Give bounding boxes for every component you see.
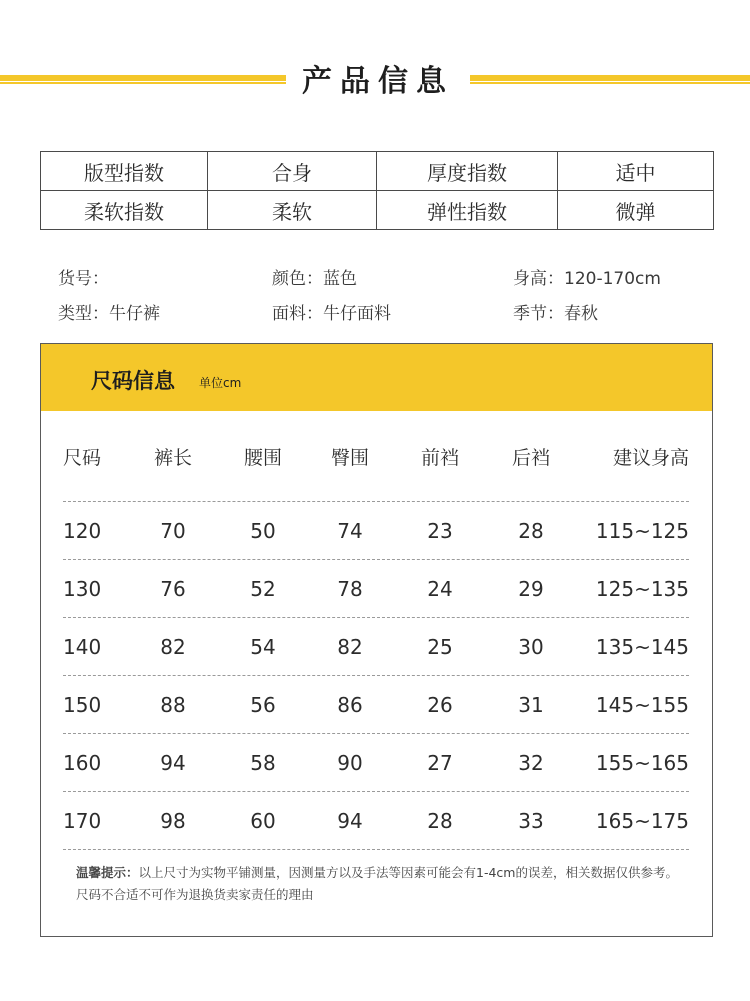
table-cell: 115~125 [595, 519, 689, 543]
table-cell: 74 [337, 519, 363, 543]
table-cell: 31 [518, 693, 544, 717]
attribute-label: 厚度指数 [377, 152, 558, 191]
info-fabric: 面料：牛仔面料 [272, 304, 391, 324]
table-cell: 130 [63, 577, 102, 601]
table-row [63, 617, 689, 675]
column-header: 前裆 [420, 447, 459, 469]
table-cell: 28 [518, 519, 544, 543]
table-cell: 23 [427, 519, 453, 543]
info-season: 季节：春秋 [513, 304, 598, 324]
size-table [63, 434, 689, 850]
table-cell: 25 [427, 635, 453, 659]
table-cell: 125~135 [595, 577, 689, 601]
size-panel-header [41, 344, 712, 411]
table-cell: 94 [160, 751, 186, 775]
size-table-header [63, 434, 689, 501]
table-cell: 76 [160, 577, 186, 601]
attribute-row [41, 191, 714, 230]
info-height: 身高：120-170cm [513, 269, 661, 289]
table-cell: 170 [63, 809, 102, 833]
table-cell: 135~145 [595, 635, 689, 659]
table-cell: 82 [337, 635, 363, 659]
table-row [63, 791, 689, 849]
column-header: 臀围 [330, 447, 369, 469]
table-row [63, 733, 689, 791]
note-label: 温馨提示： [76, 865, 139, 880]
table-cell: 150 [63, 693, 102, 717]
table-cell: 56 [250, 693, 276, 717]
table-cell: 32 [518, 751, 544, 775]
table-cell: 140 [63, 635, 102, 659]
table-cell: 60 [250, 809, 276, 833]
table-cell: 165~175 [595, 809, 689, 833]
table-cell: 88 [160, 693, 186, 717]
table-cell: 33 [518, 809, 544, 833]
column-header: 腰围 [243, 447, 282, 469]
attribute-value: 微弹 [558, 191, 714, 230]
column-header: 尺码 [63, 447, 102, 469]
table-cell: 27 [427, 751, 453, 775]
table-cell: 155~165 [595, 751, 689, 775]
attribute-value: 柔软 [208, 191, 377, 230]
attribute-table [40, 151, 714, 230]
table-cell: 70 [160, 519, 186, 543]
size-note [76, 862, 688, 906]
table-cell: 50 [250, 519, 276, 543]
table-cell: 52 [250, 577, 276, 601]
column-header: 裤长 [153, 447, 192, 469]
table-cell: 58 [250, 751, 276, 775]
table-cell: 26 [427, 693, 453, 717]
table-cell: 145~155 [595, 693, 689, 717]
table-row [63, 559, 689, 617]
table-cell: 29 [518, 577, 544, 601]
info-color: 颜色：蓝色 [272, 269, 357, 289]
attribute-label: 版型指数 [41, 152, 208, 191]
table-cell: 82 [160, 635, 186, 659]
attribute-value: 适中 [558, 152, 714, 191]
table-cell: 24 [427, 577, 453, 601]
attribute-value: 合身 [208, 152, 377, 191]
column-header: 后裆 [511, 447, 550, 469]
table-cell: 54 [250, 635, 276, 659]
note-text: 以上尺寸为实物平铺测量，因测量方以及手法等因素可能会有1-4cm的误差，相关数据仅供参考。尺码不合适不可作为退换货卖家责任的理由 [76, 865, 678, 902]
info-item-no: 货号： [58, 269, 109, 289]
column-header: 建议身高 [612, 447, 689, 469]
title-decor-line-right [470, 75, 750, 81]
table-row [63, 501, 689, 559]
table-cell: 94 [337, 809, 363, 833]
title-decor-line-left [0, 75, 286, 81]
info-type: 类型：牛仔裤 [58, 304, 160, 324]
table-cell: 28 [427, 809, 453, 833]
size-section-title: 尺码信息 [91, 369, 175, 393]
title-row [0, 50, 750, 100]
attribute-label: 柔软指数 [41, 191, 208, 230]
table-cell: 78 [337, 577, 363, 601]
table-cell: 98 [160, 809, 186, 833]
page-title: 产品信息 [302, 64, 454, 99]
size-panel [40, 343, 713, 937]
attribute-label: 弹性指数 [377, 191, 558, 230]
table-cell: 86 [337, 693, 363, 717]
table-cell: 120 [63, 519, 102, 543]
attribute-row [41, 152, 714, 191]
table-cell: 30 [518, 635, 544, 659]
table-cell: 90 [337, 751, 363, 775]
table-cell: 160 [63, 751, 102, 775]
size-unit-label: 单位cm [199, 376, 242, 390]
table-row [63, 675, 689, 733]
